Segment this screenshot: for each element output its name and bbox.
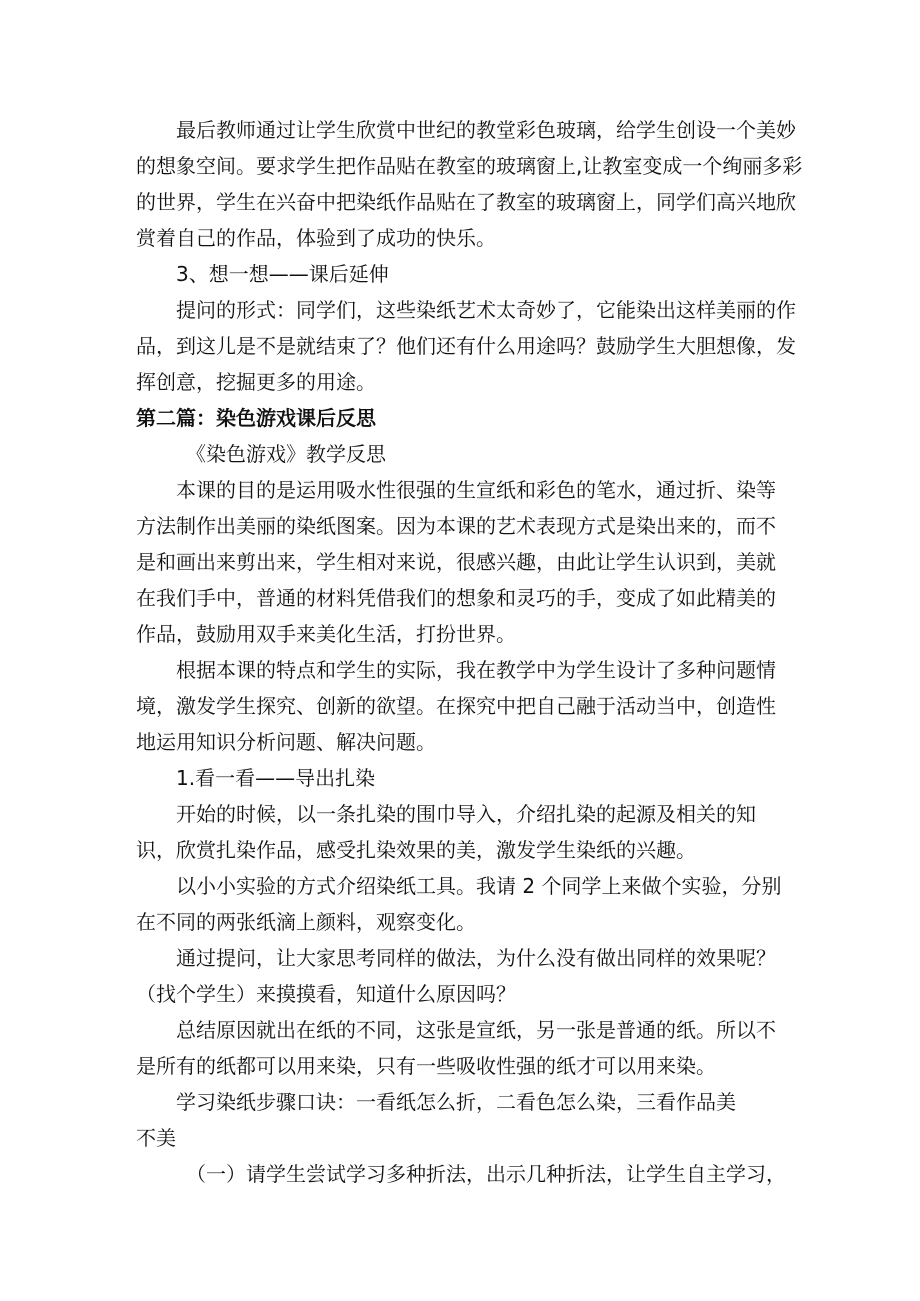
text-line: 识，欣赏扎染作品，感受扎染效果的美，激发学生染纸的兴趣。 [136, 838, 696, 862]
text-line: 品，到这儿是不是就结束了？他们还有什么用途吗？鼓励学生大胆想像，发 [136, 334, 796, 358]
text-line: 提问的形式：同学们，这些染纸艺术太奇妙了，它能染出这样美丽的作 [176, 298, 796, 322]
article-title: 《染色游戏》教学反思 [186, 442, 386, 466]
section-heading: 3、想一想——课后延伸 [176, 262, 389, 286]
text-line: 最后教师通过让学生欣赏中世纪的教堂彩色玻璃，给学生创设一个美妙 [176, 118, 796, 142]
text-line: 学习染纸步骤口诀：一看纸怎么折，二看色怎么染，三看作品美 [176, 1090, 736, 1114]
text-line: 赏着自己的作品，体验到了成功的快乐。 [136, 226, 496, 250]
text-line: 不美 [136, 1126, 176, 1150]
text-line: 开始的时候，以一条扎染的围巾导入，介绍扎染的起源及相关的知 [176, 802, 756, 826]
text-line: 通过提问，让大家思考同样的做法，为什么没有做出同样的效果呢？ [176, 946, 776, 970]
text-line: 在不同的两张纸滴上颜料，观察变化。 [136, 910, 476, 934]
text-line: 作品，鼓励用双手来美化生活，打扮世界。 [136, 622, 516, 646]
text-line: 的世界，学生在兴奋中把染纸作品贴在了教室的玻璃窗上，同学们高兴地欣 [136, 190, 796, 214]
text-line: 根据本课的特点和学生的实际，我在教学中为学生设计了多种问题情 [176, 658, 776, 682]
text-line: 是和画出来剪出来，学生相对来说，很感兴趣，由此让学生认识到，美就 [136, 550, 776, 574]
text-line: 本课的目的是运用吸水性很强的生宣纸和彩色的笔水，通过折、染等 [176, 478, 776, 502]
text-line: 是所有的纸都可以用来染，只有一些吸收性强的纸才可以用来染。 [136, 1054, 716, 1078]
text-line: 的想象空间。要求学生把作品贴在教室的玻璃窗上,让教室变成一个绚丽多彩 [136, 154, 803, 178]
text-line: （找个学生）来摸摸看，知道什么原因吗？ [136, 982, 516, 1006]
text-line: 以小小实验的方式介绍染纸工具。我请 2 个同学上来做个实验，分别 [176, 874, 782, 898]
text-line: 地运用知识分析问题、解决问题。 [136, 730, 436, 754]
text-line: 方法制作出美丽的染纸图案。因为本课的艺术表现方式是染出来的，而不 [136, 514, 776, 538]
text-line: 境，激发学生探究、创新的欲望。在探究中把自己融于活动当中，创造性 [136, 694, 776, 718]
text-line: 总结原因就出在纸的不同，这张是宣纸，另一张是普通的纸。所以不 [176, 1018, 776, 1042]
text-line: （一）请学生尝试学习多种折法，出示几种折法，让学生自主学习， [186, 1162, 786, 1186]
chapter-title: 第二篇：染色游戏课后反思 [136, 406, 376, 430]
text-line: 在我们手中，普通的材料凭借我们的想象和灵巧的手，变成了如此精美的 [136, 586, 776, 610]
section-heading: 1.看一看——导出扎染 [176, 766, 376, 790]
text-line: 挥创意，挖掘更多的用途。 [136, 370, 376, 394]
